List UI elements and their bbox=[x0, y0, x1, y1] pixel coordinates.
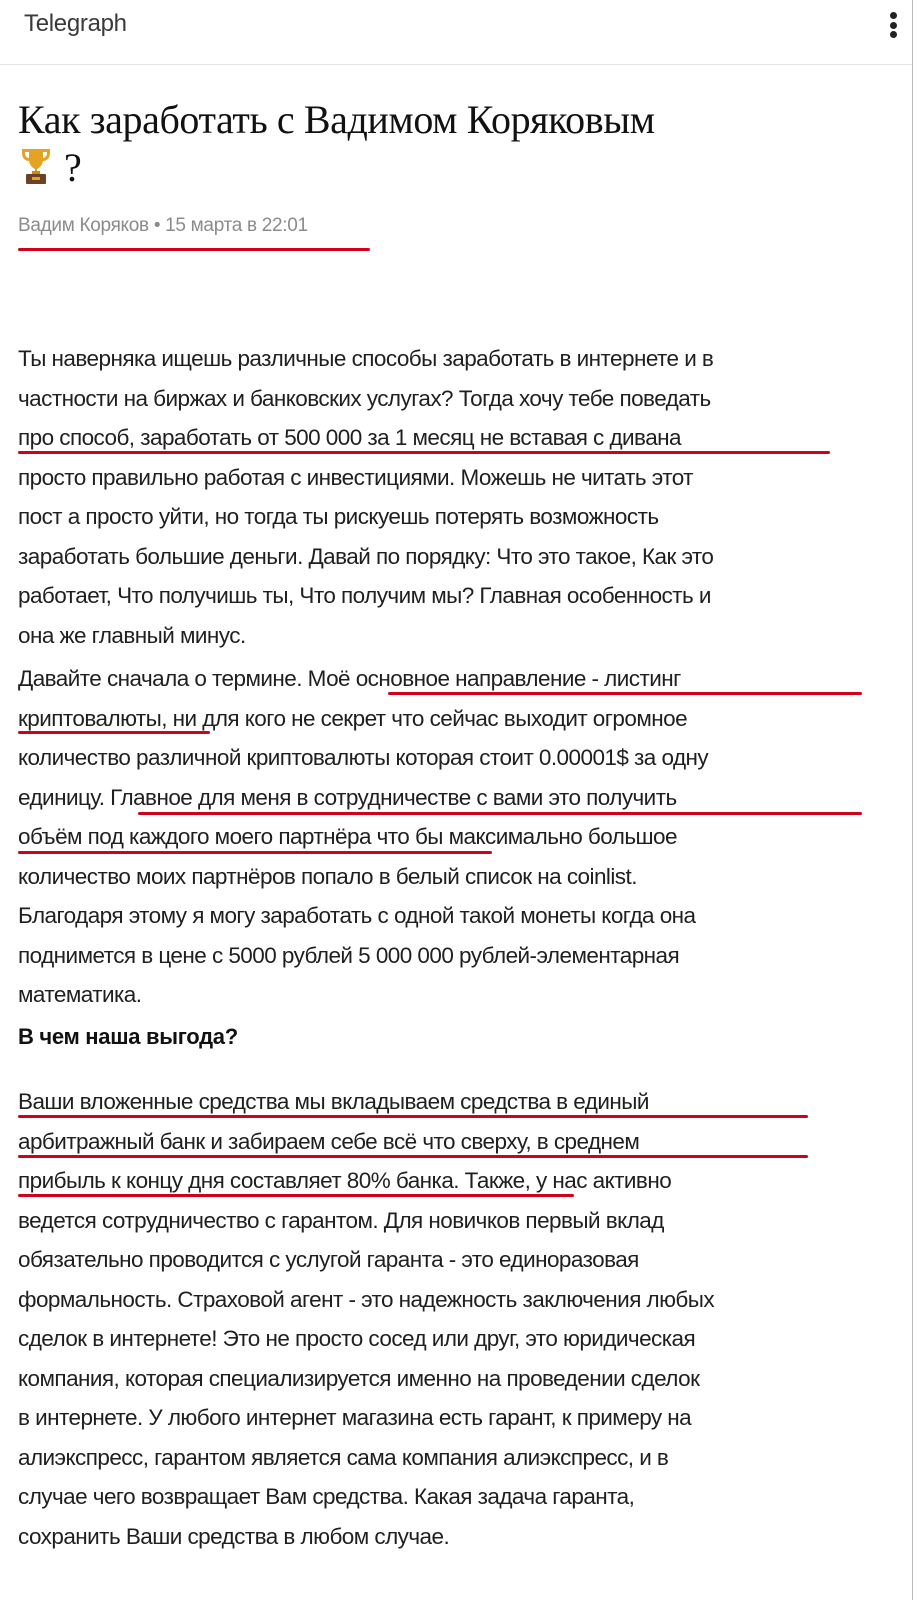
red-underline bbox=[138, 812, 862, 815]
byline bbox=[18, 215, 308, 237]
text-line: сделок в интернете! Это не просто сосед или друг, это юридическая bbox=[18, 1326, 696, 1351]
text-line: Давайте сначала о термине. Моё основное направление - листинг bbox=[18, 666, 681, 691]
article-title bbox=[18, 96, 878, 192]
red-underline bbox=[18, 451, 830, 454]
text-line: Ты наверняка ищешь различные способы заработать в интернете и в bbox=[18, 346, 714, 371]
text-line: просто правильно работая с инвестициями. Можешь не читать этот bbox=[18, 464, 693, 490]
text-line: ведется сотрудничество с гарантом. Для новичков первый вклад bbox=[18, 1207, 664, 1233]
section-heading: В чем наша выгода? bbox=[18, 1024, 238, 1049]
title-question-mark: ? bbox=[64, 145, 82, 190]
red-underline bbox=[18, 1194, 574, 1197]
red-underline bbox=[18, 1155, 808, 1158]
more-vertical-icon[interactable] bbox=[886, 12, 900, 42]
text-line: алиэкспресс, гарантом является сама компания алиэкспресс, и в bbox=[18, 1444, 669, 1470]
paragraph-3 bbox=[18, 1082, 908, 1556]
text-line: работает, Что получишь ты, Что получим мы? Главная особенность и bbox=[18, 583, 711, 608]
text-line: количество моих партнёров попало в белый список на coinlist. bbox=[18, 863, 637, 889]
text-line: поднимется в цене с 5000 рублей 5 000 000 рублей-элементарная bbox=[18, 942, 680, 968]
text-line: в интернете. У любого интернет магазина есть гарант, к примеру на bbox=[18, 1405, 692, 1430]
text-line: она же главный минус. bbox=[18, 622, 246, 648]
text-line: заработать большие деньги. Давай по порядку: Что это такое, Как это bbox=[18, 543, 714, 569]
red-underline bbox=[18, 731, 210, 734]
trophy-icon bbox=[18, 145, 54, 185]
text-line: пост а просто уйти, но тогда ты рискуешь потерять возможность bbox=[18, 504, 659, 529]
top-bar bbox=[0, 0, 912, 65]
text-line: компания, которая специализируется именно на проведении сделок bbox=[18, 1365, 700, 1391]
red-underline bbox=[18, 1115, 808, 1118]
red-underline bbox=[18, 851, 492, 854]
text-line: единицу. Главное для меня в сотрудничестве с вами это получить bbox=[18, 784, 677, 810]
author-date[interactable]: Вадим Коряков • 15 марта в 22:01 bbox=[18, 215, 308, 236]
text-line: криптовалюты, ни для кого не секрет что сейчас выходит огромное bbox=[18, 705, 688, 731]
text-line: Благодаря этому я могу заработать с одной такой монеты когда она bbox=[18, 903, 696, 928]
text-line: Ваши вложенные средства мы вкладываем средства в единый bbox=[18, 1089, 649, 1114]
text-line: сохранить Ваши средства в любом случае. bbox=[18, 1523, 450, 1549]
text-line: количество различной криптовалюты которая стоит 0.00001$ за одну bbox=[18, 745, 709, 770]
text-line: частности на биржах и банковских услугах? Тогда хочу тебе поведать bbox=[18, 385, 711, 411]
text-line: арбитражный банк и забираем себе всё что сверху, в среднем bbox=[18, 1128, 640, 1154]
text-line: про способ, заработать от 500 000 за 1 месяц не вставая с дивана bbox=[18, 425, 681, 450]
text-line: объём под каждого моего партнёра что бы максимально большое bbox=[18, 824, 677, 849]
text-line: случае чего возвращает Вам средства. Какая задача гаранта, bbox=[18, 1484, 635, 1509]
brand-logo[interactable]: Telegraph bbox=[24, 10, 127, 37]
red-underline bbox=[18, 248, 370, 251]
paragraph-1 bbox=[18, 339, 908, 655]
title-text: Как заработать с Вадимом Коряковым bbox=[18, 97, 655, 142]
window-edge bbox=[912, 0, 913, 1600]
text-line: обязательно проводится с услугой гаранта - это единоразовая bbox=[18, 1247, 639, 1272]
text-line: математика. bbox=[18, 982, 142, 1007]
text-line: формальность. Страховой агент - это надежность заключения любых bbox=[18, 1286, 715, 1312]
text-line: прибыль к концу дня составляет 80% банка. Также, у нас активно bbox=[18, 1168, 672, 1193]
paragraph-2 bbox=[18, 659, 908, 1015]
red-underline bbox=[388, 692, 862, 695]
